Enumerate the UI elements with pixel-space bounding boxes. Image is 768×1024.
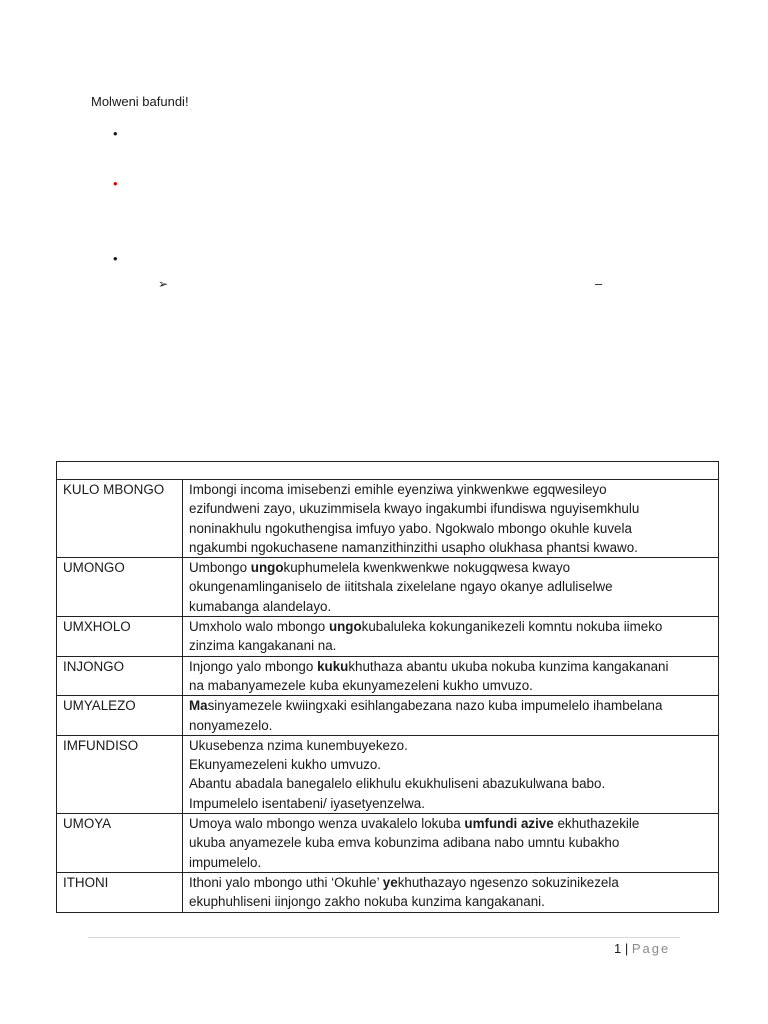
bullet-point-red: • [113,176,118,191]
content-line [189,676,714,695]
text-segment: Ekunyamezeleni kukho umvuzo. [189,757,382,773]
content-line [189,814,714,833]
content-line [189,617,714,636]
bold-text-segment: ye [382,874,398,890]
dash-mark: – [595,276,603,291]
row-content [183,617,719,657]
row-label: INJONGO [57,656,183,696]
greeting-text: Molweni bafundi! [91,94,189,109]
text-segment: Abantu abadala banegalelo elikhulu ekukhuliseni abazukulwana babo. [189,776,606,792]
text-segment: sinyamezele kwiingxaki esihlangabezana nazo kuba impumelelo ihambelana [207,698,663,714]
row-content [183,558,719,617]
content-line [189,519,714,538]
text-segment: khuthaza abantu ukuba nokuba kunzima kangakanani [348,658,669,674]
bold-text-segment: ungo [328,619,362,635]
text-segment: ukuba anyamezele kuba emva kobunzima adibana nabo umntu kubakho [189,835,620,851]
content-line [189,636,714,655]
page-label: Page [631,941,671,956]
content-line [189,833,714,852]
page-footer [614,941,670,956]
text-segment: khuthazayo ngesenzo sokuzinikezela [397,874,619,890]
content-line [189,853,714,872]
content-line [189,696,714,715]
table-row [57,617,719,657]
table-row [57,814,719,873]
content-line [189,736,714,755]
bold-text-segment: Ma [189,698,208,714]
text-segment: na mabanyamezele kuba ekunyamezeleni kukho umvuzo. [189,677,533,693]
row-label: UMYALEZO [57,696,183,736]
text-segment: kuphumelela kwenkwenkwe nokugqwesa kwayo [283,560,571,576]
text-segment: zinzima kangakanani na. [189,638,337,654]
row-label: ITHONI [57,872,183,912]
text-segment: impumelelo. [189,854,262,870]
content-line [189,538,714,557]
poem-analysis-table [56,461,719,913]
row-label: UMONGO [57,558,183,617]
content-line [189,755,714,774]
row-label: IMFUNDISO [57,735,183,813]
text-segment: Imbongi incoma imisebenzi emihle eyenziwa yinkwenkwe egqwesileyo [189,482,607,497]
footer-divider [88,937,680,938]
text-segment: Umbongo [189,560,251,576]
text-segment: ezifundweni zayo, ukuzimmisela kwayo ingakumbi ifundiswa nguyisemkhulu [189,501,640,517]
row-content [183,480,719,558]
content-line [189,794,714,813]
empty-header-cell [57,462,719,480]
footer-separator: | [621,941,632,956]
text-segment: Umxholo walo mbongo [189,619,329,635]
text-segment: ekuphuhliseni iinjongo zakho nokuba kunzima kangakanani. [189,894,545,910]
text-segment: Ukusebenza nzima kunembuyekezo. [189,737,408,753]
row-label: UMOYA [57,814,183,873]
content-line [189,480,714,499]
content-line [189,597,714,616]
text-segment: kumabanga alandelayo. [189,598,332,614]
row-content [183,872,719,912]
table-row [57,872,719,912]
table-row [57,656,719,696]
content-line [189,892,714,911]
content-line [189,716,714,735]
text-segment: Injongo yalo mbongo [189,658,318,674]
table-row [57,480,719,558]
row-content [183,696,719,736]
arrow-bullet-icon: ➢ [158,277,169,291]
text-segment: kubaluleka kokunganikezeli komntu nokuba iimeko [361,619,663,635]
table-row [57,696,719,736]
content-line [189,577,714,596]
text-segment: Ithoni yalo mbongo uthi ‘Okuhle’ [189,874,383,890]
bullet-point: • [113,251,118,266]
row-content [183,814,719,873]
row-label: KULO MBONGO [57,480,183,558]
table-row [57,735,719,813]
bold-text-segment: kuku [317,658,349,674]
content-line [189,499,714,518]
text-segment: nonyamezelo. [189,717,273,733]
text-segment: noninakhulu ngokuthengisa imfuyo yabo. Ngokwalo mbongo okuhle kuvela [189,520,632,536]
text-segment: okungenamlinganiselo de iititshala zixelelane ngayo okanye adluliselwe [189,579,613,595]
table-row [57,558,719,617]
text-segment: ngakumbi ngokuchasene namanzithinzithi usapho olukhasa phantsi kwawo. [189,539,638,555]
row-label: UMXHOLO [57,617,183,657]
content-line [189,657,714,676]
bullet-point: • [113,126,118,141]
row-content [183,735,719,813]
empty-header-row [57,462,719,480]
content-line [189,873,714,892]
text-segment: ekhuthazekile [553,816,640,832]
text-segment: Impumelelo isentabeni/ iyasetyenzelwa. [189,795,425,811]
content-line [189,558,714,577]
bold-text-segment: umfundi azive [464,816,554,832]
page-number: 1 [614,941,622,956]
content-line [189,774,714,793]
text-segment: Umoya walo mbongo wenza uvakalelo lokuba [189,816,465,832]
row-content [183,656,719,696]
bold-text-segment: ungo [250,560,284,576]
